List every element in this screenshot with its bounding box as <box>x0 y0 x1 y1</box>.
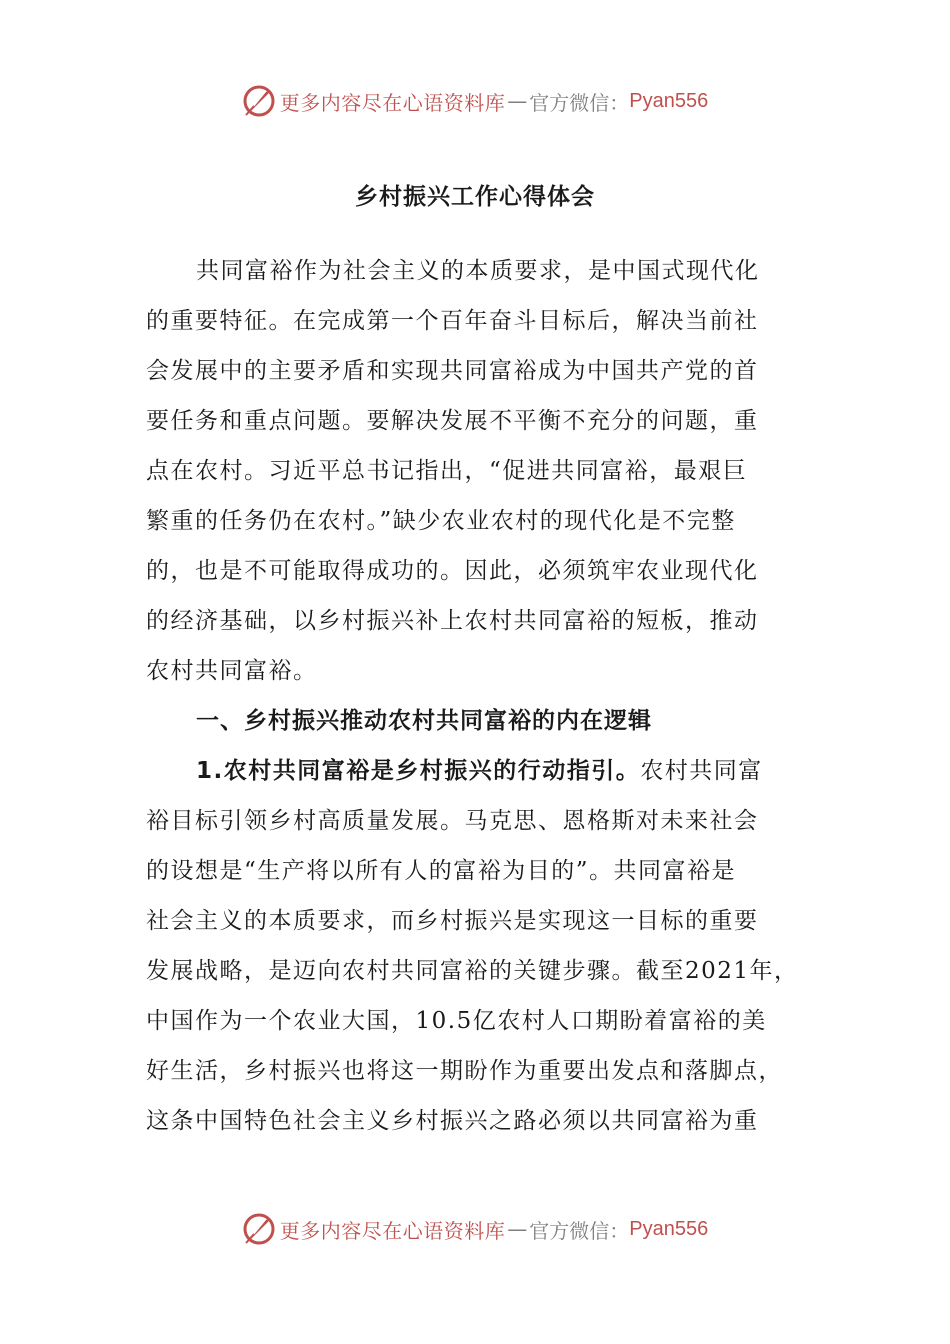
banner-wechat-id: Pyan556 <box>629 1217 709 1240</box>
banner-separator: — <box>507 89 528 113</box>
para2-line: 社会主义的本质要求，而乡村振兴是实现这一目标的重要 <box>146 908 759 934</box>
banner-wechat-id: Pyan556 <box>629 89 709 112</box>
banner-text: 更多内容尽在心语资料库 <box>279 90 506 115</box>
para2-lead-rest: 农村共同富 <box>640 758 763 784</box>
footer-banner <box>0 1212 950 1246</box>
page-title: 乡村振兴工作心得体会 <box>355 184 595 210</box>
banner-text: 更多内容尽在心语资料库 <box>279 1218 506 1243</box>
para2-line: 的设想是“生产将以所有人的富裕为目的”。共同富裕是 <box>146 858 737 884</box>
para1-line: 要任务和重点问题。要解决发展不平衡不充分的问题，重 <box>146 408 759 434</box>
para2-lead-bold: 1.农村共同富裕是乡村振兴的行动指引。 <box>196 758 641 784</box>
para2-line: 中国作为一个农业大国，10.5亿农村人口期盼着富裕的美 <box>146 1008 767 1034</box>
para1-line: 的重要特征。在完成第一个百年奋斗目标后，解决当前社 <box>146 308 759 334</box>
para1-line: 的经济基础，以乡村振兴补上农村共同富裕的短板，推动 <box>146 608 759 634</box>
banner-separator: — <box>507 1217 528 1241</box>
banner-wechat-label: 官方微信： <box>529 90 630 115</box>
para2-line: 裕目标引领乡村高质量发展。马克思、恩格斯对未来社会 <box>146 808 759 834</box>
para2-first-line <box>146 746 806 796</box>
quill-logo-icon <box>242 1212 276 1246</box>
banner-wechat-label: 官方微信： <box>529 1218 630 1243</box>
para1-line: 繁重的任务仍在农村。”缺少农业农村的现代化是不完整 <box>146 508 736 534</box>
para1-line: 农村共同富裕。 <box>146 658 318 684</box>
section-heading: 一、乡村振兴推动农村共同富裕的内在逻辑 <box>196 708 652 734</box>
document-body <box>146 246 806 1146</box>
para2-line: 好生活，乡村振兴也将这一期盼作为重要出发点和落脚点， <box>146 1058 783 1084</box>
para2-line: 这条中国特色社会主义乡村振兴之路必须以共同富裕为重 <box>146 1108 759 1134</box>
para1-line: 的，也是不可能取得成功的。因此，必须筑牢农业现代化 <box>146 558 759 584</box>
para1-line: 点在农村。习近平总书记指出，“促进共同富裕，最艰巨 <box>146 458 748 484</box>
para1-line: 会发展中的主要矛盾和实现共同富裕成为中国共产党的首 <box>146 358 759 384</box>
header-banner <box>0 84 950 118</box>
para2-line: 发展战略，是迈向农村共同富裕的关键步骤。截至2021年， <box>146 958 799 984</box>
quill-logo-icon <box>242 84 276 118</box>
para1-line: 共同富裕作为社会主义的本质要求，是中国式现代化 <box>196 258 760 284</box>
